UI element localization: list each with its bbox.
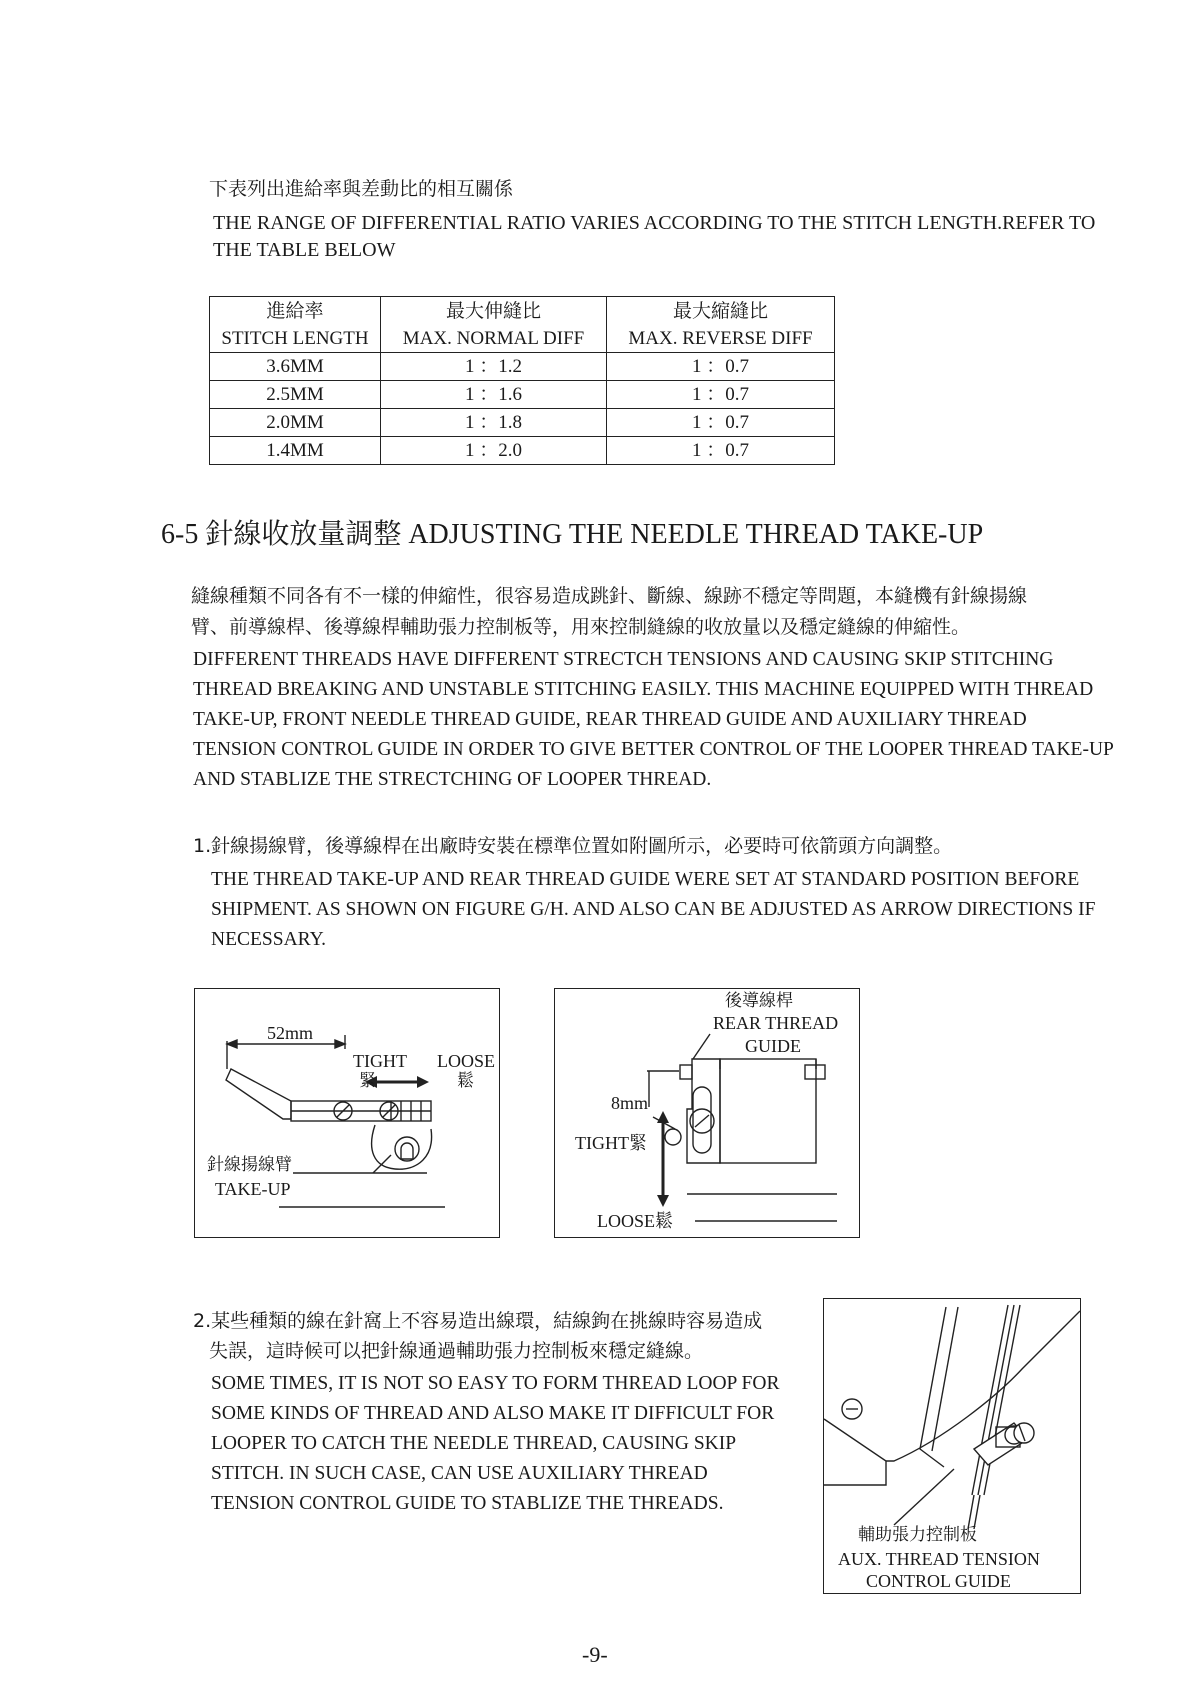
section-heading: 6-5 針線收放量調整 ADJUSTING THE NEEDLE THREAD TAKE-UP bbox=[161, 519, 984, 550]
item1-en-line: THE THREAD TAKE-UP AND REAR THREAD GUIDE WERE SET AT STANDARD POSITION BEFORE bbox=[211, 869, 1080, 890]
item1-en-line: SHIPMENT. AS SHOWN ON FIGURE G/H. AND ALSO CAN BE ADJUSTED AS ARROW DIRECTIONS IF bbox=[211, 899, 1096, 920]
takeup-drawing bbox=[195, 989, 499, 1237]
item2-zh-line2: 失誤，這時候可以把針線通過輔助張力控制板來穩定縫線。 bbox=[209, 1340, 704, 1362]
table-row bbox=[210, 437, 835, 465]
rear-guide-part-en1: REAR THREAD bbox=[713, 1013, 839, 1033]
figure-aux-tension-guide bbox=[823, 1298, 1081, 1594]
table-cell: 1 ：0.7 bbox=[607, 409, 835, 437]
item2-en-line: SOME KINDS OF THREAD AND ALSO MAKE IT DIFFICULT FOR bbox=[211, 1403, 775, 1424]
aux-guide-part-zh: 輔助張力控制板 bbox=[858, 1525, 977, 1545]
aux-guide-part-en2: CONTROL GUIDE bbox=[866, 1571, 1011, 1591]
table-cell: 3.6MM bbox=[210, 353, 381, 381]
header-zh-reverse-diff: 最大縮縫比 bbox=[607, 297, 835, 326]
rear-guide-dimension: 8mm bbox=[611, 1093, 649, 1113]
table-row bbox=[210, 409, 835, 437]
table-cell: 2.5MM bbox=[210, 381, 381, 409]
table-cell: 1 ：0.7 bbox=[607, 353, 835, 381]
section-en-line: DIFFERENT THREADS HAVE DIFFERENT STRECTCH TENSIONS AND CAUSING SKIP STITCHING bbox=[193, 649, 1054, 670]
table-cell: 1 ：0.7 bbox=[607, 381, 835, 409]
table-cell: 1 ：1.6 bbox=[381, 381, 607, 409]
section-zh-line2: 臂、前導線桿、後導線桿輔助張力控制板等，用來控制縫線的收放量以及穩定縫線的伸縮性。 bbox=[191, 616, 971, 638]
aux-guide-part-en1: AUX. THREAD TENSION bbox=[838, 1549, 1040, 1569]
item1-en-line: NECESSARY. bbox=[211, 929, 327, 950]
rear-guide-tight: TIGHT緊 bbox=[575, 1133, 647, 1153]
table-cell: 1 ：2.0 bbox=[381, 437, 607, 465]
section-en-line: THREAD BREAKING AND UNSTABLE STITCHING EASILY. THIS MACHINE EQUIPPED WITH THREAD bbox=[193, 679, 1094, 700]
section-en-line: TAKE-UP, FRONT NEEDLE THREAD GUIDE, REAR THREAD GUIDE AND AUXILIARY THREAD bbox=[193, 709, 1027, 730]
table-row bbox=[210, 381, 835, 409]
page-number: -9- bbox=[582, 1642, 608, 1667]
table-cell: 1.4MM bbox=[210, 437, 381, 465]
intro-en-line2: THE TABLE BELOW bbox=[213, 239, 396, 261]
rear-guide-part-zh: 後導線桿 bbox=[725, 991, 793, 1011]
rear-guide-part-en2: GUIDE bbox=[745, 1036, 801, 1056]
table-header-en bbox=[210, 325, 835, 353]
item2-en-line: LOOPER TO CATCH THE NEEDLE THREAD, CAUSING SKIP bbox=[211, 1433, 737, 1454]
takeup-tight-label: TIGHT bbox=[353, 1051, 407, 1071]
rear-guide-loose: LOOSE鬆 bbox=[597, 1211, 673, 1231]
table-cell: 1 ：1.8 bbox=[381, 409, 607, 437]
takeup-loose-label: LOOSE bbox=[437, 1051, 495, 1071]
header-en-reverse-diff: MAX. REVERSE DIFF bbox=[607, 325, 835, 353]
table-cell: 1 ：1.2 bbox=[381, 353, 607, 381]
table-cell: 2.0MM bbox=[210, 409, 381, 437]
intro-zh: 下表列出進給率與差動比的相互關係 bbox=[209, 178, 514, 200]
figure-takeup bbox=[194, 988, 500, 1238]
header-zh-stitch-length: 進給率 bbox=[266, 299, 324, 322]
table-cell: 1 ：0.7 bbox=[607, 437, 835, 465]
header-zh-normal-diff: 最大伸縫比 bbox=[381, 297, 607, 326]
header-en-stitch-length: STITCH LENGTH bbox=[221, 328, 369, 349]
section-en-line: AND STABLIZE THE STRECTCHING OF LOOPER THREAD. bbox=[193, 769, 712, 790]
takeup-tight-zh: 緊 bbox=[359, 1071, 376, 1091]
takeup-dimension: 52mm bbox=[267, 1023, 314, 1043]
item1-zh: 1.針線揚線臂，後導線桿在出廠時安裝在標準位置如附圖所示，必要時可依箭頭方向調整。 bbox=[193, 835, 953, 857]
section-zh-line1: 縫線種類不同各有不一樣的伸縮性，很容易造成跳針、斷線、線跡不穩定等問題，本縫機有針線揚線 bbox=[191, 585, 1028, 607]
figure-rear-thread-guide bbox=[554, 988, 860, 1238]
takeup-part-zh: 針線揚線臂 bbox=[207, 1155, 292, 1175]
intro-en-line1: THE RANGE OF DIFFERENTIAL RATIO VARIES ACCORDING TO THE STITCH LENGTH.REFER TO bbox=[213, 212, 1096, 234]
header-en-normal-diff: MAX. NORMAL DIFF bbox=[381, 325, 607, 353]
table-header-zh bbox=[210, 297, 835, 326]
takeup-loose-zh: 鬆 bbox=[457, 1071, 474, 1091]
item2-en-line: TENSION CONTROL GUIDE TO STABLIZE THE THREADS. bbox=[211, 1493, 724, 1514]
takeup-part-en: TAKE-UP bbox=[215, 1179, 291, 1199]
item2-en-line: SOME TIMES, IT IS NOT SO EASY TO FORM THREAD LOOP FOR bbox=[211, 1373, 780, 1394]
item2-zh-line1: 2.某些種類的線在針窩上不容易造出線環，結線鉤在挑線時容易造成 bbox=[193, 1310, 763, 1332]
item2-en-line: STITCH. IN SUCH CASE, CAN USE AUXILIARY THREAD bbox=[211, 1463, 708, 1484]
differential-ratio-table bbox=[209, 296, 835, 465]
table-row bbox=[210, 353, 835, 381]
section-en-line: TENSION CONTROL GUIDE IN ORDER TO GIVE BETTER CONTROL OF THE LOOPER THREAD TAKE-UP bbox=[193, 739, 1114, 760]
